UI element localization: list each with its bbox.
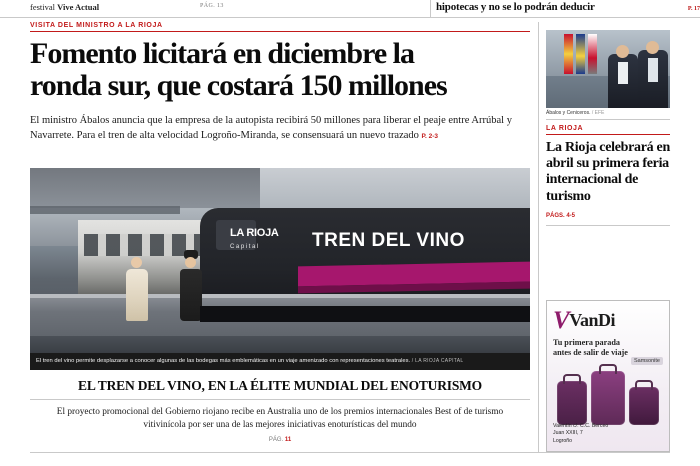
main-photo-caption bbox=[30, 353, 530, 370]
feature-story bbox=[30, 372, 530, 443]
ad-suitcase-large bbox=[591, 371, 625, 425]
photo-station-roof bbox=[30, 168, 260, 208]
photo-figure-woman-body bbox=[126, 269, 148, 321]
photo-station-roof-beam bbox=[30, 206, 180, 214]
right-column bbox=[546, 30, 670, 226]
ad-brand bbox=[547, 301, 669, 335]
main-subhead bbox=[30, 113, 530, 143]
photo-figure-man-head bbox=[185, 257, 196, 268]
right-section-label[interactable]: LA RIOJA bbox=[546, 125, 584, 132]
top-right-teaser[interactable] bbox=[436, 1, 700, 17]
photo-train-logo bbox=[230, 228, 279, 251]
main-headline-line-2: ronda sur, que costará 150 millones bbox=[30, 69, 447, 103]
ad-brand-name: VanDi bbox=[569, 310, 616, 330]
feature-body: El proyecto promocional del Gobierno riojano recibe en Australia uno de los premios internacionales Best of de turismo vitivinícola por ser una de las mejores iniciativas enoturísticas del mundo bbox=[56, 407, 504, 431]
right-photo-credit-agency: / EFE bbox=[591, 110, 605, 116]
right-photo-flag-eu bbox=[576, 34, 585, 74]
right-page-ref[interactable]: PÁGS. 4-5 bbox=[546, 205, 670, 226]
ad-suitcase-small-handle bbox=[563, 374, 581, 384]
main-subhead-page-ref[interactable]: P. 2-3 bbox=[421, 133, 439, 140]
photo-figure-man-body bbox=[180, 269, 202, 321]
feature-title[interactable]: EL TREN DEL VINO, EN LA ÉLITE MUNDIAL DEL ENOTURISMO bbox=[30, 372, 530, 400]
top-strip-divider bbox=[430, 0, 431, 18]
right-photo-shirt-left bbox=[618, 62, 628, 84]
ad-tagline-line-1: Tu primera parada bbox=[553, 338, 621, 347]
top-left-teaser[interactable] bbox=[30, 2, 99, 12]
top-right-headline: hipotecas y no se lo podrán deducir bbox=[436, 1, 595, 13]
ad-tagline-line-2: antes de salir de viaje bbox=[553, 348, 628, 358]
ad-address-line-1: Valentín c/: C.C. Berceo bbox=[553, 422, 609, 429]
photo-train-skirt bbox=[200, 306, 530, 322]
main-story bbox=[30, 22, 530, 143]
photo-train-name: TREN DEL VINO bbox=[312, 230, 465, 251]
ad-brand-initial: V bbox=[553, 307, 570, 334]
right-section-rule bbox=[546, 134, 670, 135]
right-photo-caption bbox=[546, 108, 670, 120]
photo-train-logo-sub: Capital bbox=[230, 243, 260, 250]
right-photo-ministers bbox=[546, 30, 670, 108]
main-kicker: VISITA DEL MINISTRO A LA RIOJA bbox=[30, 22, 163, 29]
feature-page-number: 11 bbox=[284, 436, 292, 443]
ad-suitcase-small bbox=[557, 381, 587, 425]
photo-rail-track bbox=[30, 336, 530, 353]
right-headline[interactable]: La Rioja celebrará en abril su primera feria internacional de turismo bbox=[546, 140, 670, 204]
kicker-rule bbox=[30, 31, 530, 32]
top-strip bbox=[0, 0, 700, 18]
photo-platform-edge bbox=[30, 294, 530, 298]
photo-train-logo-brand: LA RIOJA bbox=[230, 227, 279, 239]
ad-suitcase-medium bbox=[629, 387, 659, 425]
photo-figure-woman bbox=[126, 257, 148, 321]
main-headline-line-1: Fomento licitará en diciembre la bbox=[30, 37, 415, 70]
ad-suitcase-medium-handle bbox=[635, 380, 653, 390]
ad-suitcase-large-handle bbox=[599, 364, 617, 374]
photo-figure-woman-head bbox=[131, 257, 142, 268]
advertisement-vandi[interactable] bbox=[546, 300, 670, 452]
top-right-page-ref: P. 17 bbox=[687, 6, 700, 12]
ad-suitcases-image bbox=[555, 363, 663, 425]
right-photo-flag-rioja bbox=[588, 34, 597, 74]
ad-address-line-3: Logroño bbox=[553, 438, 573, 445]
main-photo-block bbox=[30, 168, 530, 370]
top-left-page-marker: PÁG. 13 bbox=[200, 3, 224, 9]
main-photo-caption-text: El tren del vino permite desplazarse a conocer algunas de las bodegas más emblemáticas en un viaje amenizado con representaciones teatrales. bbox=[36, 358, 411, 364]
right-photo-flag-spain bbox=[564, 34, 573, 74]
main-headline[interactable] bbox=[30, 38, 530, 103]
feature-page-label: PÁG. bbox=[268, 436, 284, 443]
ad-address bbox=[553, 423, 608, 446]
bottom-rule bbox=[30, 452, 670, 453]
top-left-text-2: Vive Actual bbox=[57, 2, 100, 12]
right-photo-head-right bbox=[646, 41, 659, 54]
photo-figure-man bbox=[180, 250, 202, 321]
top-left-text-1: festival bbox=[30, 2, 56, 12]
right-photo-caption-text: Ábalos y Ceniceros. bbox=[546, 110, 591, 116]
right-photo-head-left bbox=[616, 45, 629, 58]
feature-page-ref[interactable] bbox=[30, 433, 530, 443]
main-photo-credit: / LA RIOJA CAPITAL bbox=[411, 358, 464, 364]
ad-tagline bbox=[547, 335, 669, 359]
ad-address-line-2: Juan XXIII, 7 bbox=[553, 430, 583, 437]
main-photo-train-del-vino bbox=[30, 168, 530, 353]
right-photo-shirt-right bbox=[648, 58, 658, 82]
main-subhead-text: El ministro Ábalos anuncia que la empresa de la autopista recibirá 50 millones para liberar el peaje entre Arrúbal y Navarrete. Para el tren de alta velocidad Logroño-Miranda, se consensuará un nuevo trazado bbox=[30, 114, 512, 141]
ad-partner-logo: Samsonite bbox=[631, 357, 663, 365]
column-divider bbox=[538, 22, 539, 452]
